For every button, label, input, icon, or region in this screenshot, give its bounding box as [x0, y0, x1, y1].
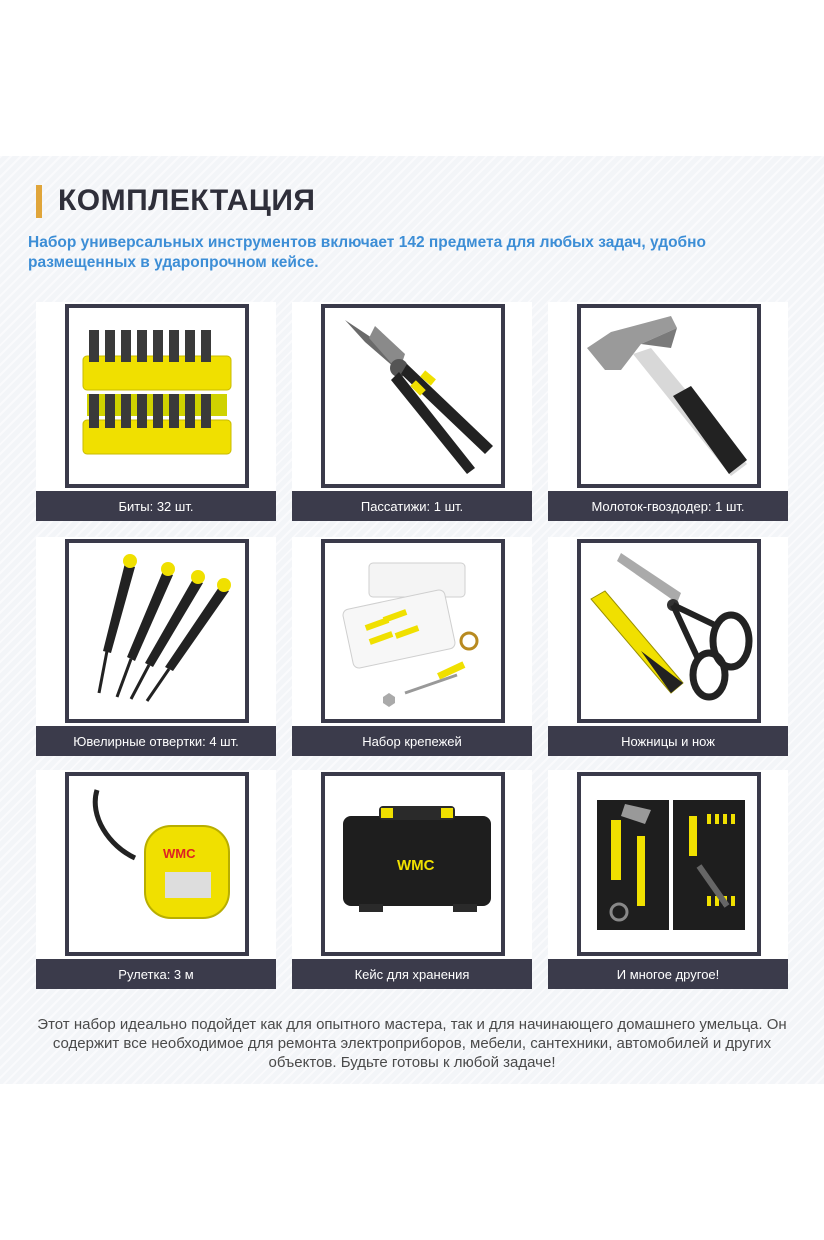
item-card-hammer — [548, 302, 788, 520]
item-card-fasteners — [292, 537, 532, 755]
item-label: Ножницы и нож — [548, 726, 788, 756]
title-accent-bar — [36, 185, 42, 218]
bit-set-icon — [69, 308, 245, 484]
tape-logo: WMC — [163, 846, 196, 861]
case-logo: WMC — [397, 857, 435, 874]
item-label: Рулетка: 3 м — [36, 959, 276, 989]
item-card-screwdrivers — [36, 537, 276, 755]
footer-text: Этот набор идеально подойдет как для опытного мастера, так и для начинающего домашнего умельца. Он содержит все необходимое для ремонта электроприборов, мебели, сантехники, автомобилей и других объектов. Будьте готовы к любой задаче! — [37, 1016, 787, 1071]
lead-text: Набор универсальных инструментов включает 142 предмета для любых задач, удобно размещенных в ударопрочном кейсе. — [28, 234, 706, 271]
item-label: И многое другое! — [548, 959, 788, 989]
scissors-knife-icon — [581, 543, 757, 719]
item-card-more — [548, 770, 788, 988]
fasteners-icon — [325, 543, 501, 719]
item-label: Молоток-гвоздодер: 1 шт. — [548, 491, 788, 521]
tape-measure-icon — [69, 776, 245, 952]
section-header — [36, 183, 315, 219]
precision-screwdrivers-icon — [69, 543, 245, 719]
item-card-pliers — [292, 302, 532, 520]
item-label: Пассатижи: 1 шт. — [292, 491, 532, 521]
item-card-tape — [36, 770, 276, 988]
item-label: Ювелирные отвертки: 4 шт. — [36, 726, 276, 756]
item-card-bits — [36, 302, 276, 520]
item-card-scissors-knife — [548, 537, 788, 755]
item-label: Набор крепежей — [292, 726, 532, 756]
item-label: Кейс для хранения — [292, 959, 532, 989]
section-title: КОМПЛЕКТАЦИЯ — [58, 184, 316, 217]
storage-case-icon — [325, 776, 501, 952]
item-label: Биты: 32 шт. — [36, 491, 276, 521]
item-card-case — [292, 770, 532, 988]
claw-hammer-icon — [581, 308, 757, 484]
open-toolkit-icon — [581, 776, 757, 952]
pliers-icon — [325, 308, 501, 484]
